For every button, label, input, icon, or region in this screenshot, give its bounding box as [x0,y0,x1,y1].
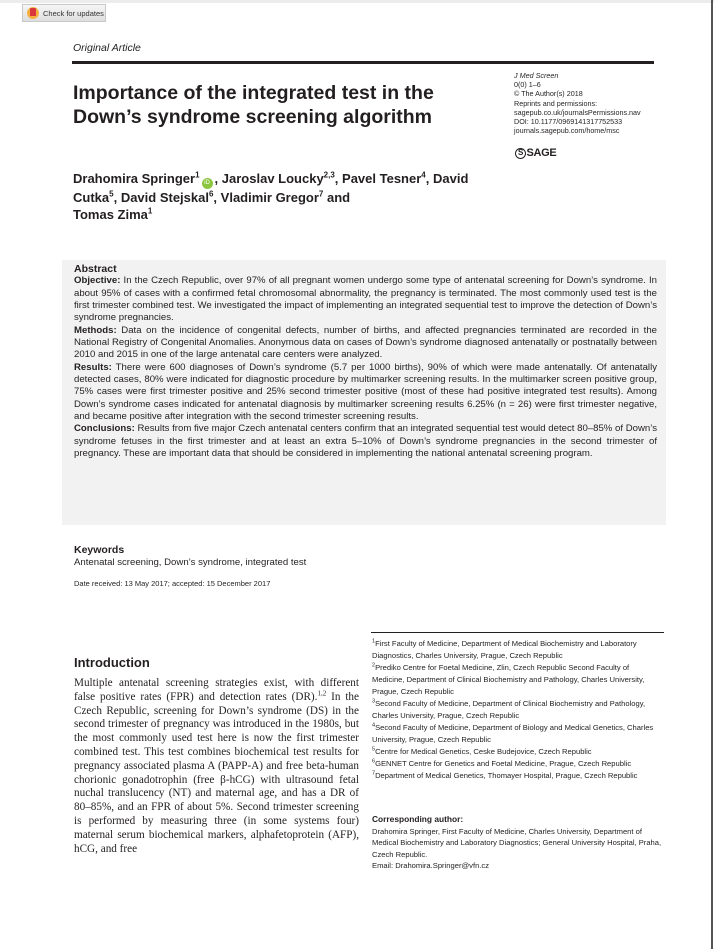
affiliation-number: 2 [372,662,376,669]
author-list: Drahomira Springer$^1$iD , Jaroslav Loucky$^{2,3}$, Pavel Tesner$^4$, David Cutka$^5$, David Stejskal$^6$, Vladimir Gregor$^7$ and Tomas Zima$^1$ [73,170,469,222]
corresponding-author-heading: Corresponding author: [372,814,464,824]
doi-link[interactable]: DOI: 10.1177/0969141317752533 [514,117,623,127]
affiliation-item [372,722,662,746]
copyright: © The Author(s) 2018 [514,89,583,99]
permissions-link[interactable]: sagepub.co.uk/journalsPermissions.nav [514,107,641,117]
corresponding-author-text: Drahomira Springer, First Faculty of Medicine, Charles University, Department of Medical Biochemistry and Laboratory Diagnostics; General University Hospital, Praha, Czech Republic. [372,826,662,859]
affiliation-item [372,662,662,698]
article-title: Importance of the integrated test in the Down’s syndrome screening algorithm [73,82,434,128]
methods-text: Data on the incidence of congenital defects, number of births, and affected pregnancies terminated are recorded in the National Registry of Congenital Anomalies. Anonymous data on cases of Down’s syndrome diagnosed antenatally or postnatally between 2010 and 2015 in one of the large antenatal care centers were analyzed. [74,324,657,361]
intro-text-part: In the Czech Republic, screening for Down’s syndrome (DS) in the second trimester of pregnancy was introduced in the 1980s, but the most commonly used test here is now the first trimester combined test. This test combines biochemical test results for pregnancy associated plasma A (PAPP-A) and free beta-human chorionic gonadotrophin (free β-hCG) with ultrasound fetal nuchal translucency (NT) and maternal age, and has a DR of 80–85%, and an FPR of about 5%. Second trimester screening is performed by measuring three (in some systems four) maternal serum biochemical markers, alphafetoprotein (AFP), hCG, and free [74,690,359,855]
author-affiliation-ref: 2,3 [323,170,335,180]
author-affiliation-ref: 1 [147,206,153,216]
bookmark-icon [27,7,39,19]
author-affiliation-ref: 7 [318,189,324,199]
affiliation-item [372,698,662,722]
affiliation-item [372,758,662,770]
results-text: There were 600 diagnoses of Down’s syndrome (5.7 per 1000 births), 90% of which were made antenatally. Of antenatally detected cases, 80% were indicated for diagnostic procedure by multimarker screening results. In the multimarker screen positive group, 75% cases were first trimester positive and 25% second trimester positive (most of these had positive integrated test results). Among Down’s syndrome cases indicated for antenatal diagnosis by multimarker screening results 6.25% (n = 26) were first trimester negative, and became positive after integration with the second trimester screening results. [74,361,657,423]
check-for-updates-label: Check for updates [43,8,104,18]
affiliation-number: 1 [372,638,376,645]
check-for-updates-button[interactable] [22,4,106,22]
affiliation-number: 7 [372,770,376,777]
journal-link[interactable]: journals.sagepub.com/home/msc [514,126,620,136]
author-name[interactable]: Drahomira Springer [73,171,196,186]
journal-info [514,71,641,135]
abstract-conclusions [74,423,657,460]
affiliation-text: Department of Medical Genetics, Thomayer Hospital, Prague, Czech Republic [375,771,638,780]
sage-s-icon: S [515,148,526,159]
author-name[interactable]: Tomas Zima [73,207,148,222]
journal-name: J Med Screen [514,71,559,80]
author-affiliation-ref: 5 [109,189,114,199]
page-right-edge [711,0,713,949]
author-affiliation-ref: 1 [195,170,200,180]
introduction-text [74,677,359,856]
author-affiliation-ref: 4 [421,170,426,180]
affiliation-text: First Faculty of Medicine, Department of Medical Biochemistry and Laboratory Diagnostics, Charles University, Prague, Czech Republic [372,639,637,660]
submission-dates: Date received: 13 May 2017; accepted: 15 December 2017 [74,579,271,588]
affiliation-number: 5 [372,746,376,753]
affiliations-rule [371,632,664,633]
journal-volume: 0(0) 1–6 [514,80,541,90]
article-type: Original Article [73,42,141,54]
author-name[interactable]: Jaroslav Loucky [221,171,324,186]
header-rule [72,61,654,64]
abstract-results [74,362,657,424]
sage-logo-text: SAGE [526,147,557,159]
affiliation-item [372,770,662,782]
methods-label: Methods: [74,324,117,336]
affiliation-number: 6 [372,758,376,765]
keywords-section [74,544,306,569]
corresponding-author [372,814,662,872]
introduction-heading: Introduction [74,655,150,670]
abstract-heading: Abstract [74,263,117,275]
affiliation-item [372,638,662,662]
objective-label: Objective: [74,275,121,287]
affiliation-number: 3 [372,698,376,705]
authors-conjunction: and [326,190,351,205]
affiliation-text: Second Faculty of Medicine, Department of Clinical Biochemistry and Pathology, Charles University, Prague, Czech Republic [372,699,646,720]
objective-text: In the Czech Republic, over 97% of all pregnant women undergo some type of antenatal screening for Down’s syndrome. In about 95% of cases with a confirmed fetal chromosomal abnormality, the pregnancy is terminated. The most commonly used test is the first trimester combined test. We investigated the impact of implementing an integrated sequential test to improve the detection of Down’s syndrome pregnancies. [74,275,657,324]
author-name[interactable]: David Cutka [73,171,469,205]
author-affiliation-ref: 6 [208,189,214,199]
affiliation-text: Prediko Centre for Foetal Medicine, Zlin, Czech Republic Second Faculty of Medicine, Department of Clinical Biochemistry and Pathology, Charles University, Prague, Czech Republic [372,663,645,696]
author-name[interactable]: Pavel Tesner [342,171,422,186]
page-top-edge [0,0,714,3]
orcid-icon[interactable]: iD [202,178,213,189]
author-name[interactable]: David Stejskal [120,190,209,205]
intro-text-part: Multiple antenatal screening strategies exist, with different false positive rates (FPR) and detection rates (DR). [74,677,359,703]
corresponding-author-email[interactable]: Email: Drahomira.Springer@vfn.cz [372,861,490,870]
abstract [74,263,657,461]
conclusions-text: Results from five major Czech antenatal centers confirm that an integrated sequential test would detect 80–85% of Down’s syndrome fetuses in the first trimester and at least an extra 5–10% of Down’s syndrome pregnancies in the second trimester of pregnancy. These are important data that should be considered in implementing the national antenatal screening program. [74,423,657,460]
sage-logo [515,147,556,159]
abstract-objective [74,275,657,324]
results-label: Results: [74,361,112,373]
affiliation-item [372,746,662,758]
abstract-methods [74,325,657,362]
author-name[interactable]: Vladimir Gregor [220,190,319,205]
keywords-text: Antenatal screening, Down’s syndrome, integrated test [74,556,307,568]
conclusions-label: Conclusions: [74,423,135,435]
affiliation-text: GENNET Centre for Genetics and Foetal Medicine, Prague, Czech Republic [375,759,632,768]
affiliations-list [372,638,662,782]
affiliation-text: Second Faculty of Medicine, Department of Biology and Medical Genetics, Charles University, Prague, Czech Republic [372,723,654,744]
keywords-heading: Keywords [74,544,125,556]
reprints-label: Reprints and permissions: [514,98,598,108]
citation-ref[interactable]: 1,2 [317,689,327,698]
affiliation-number: 4 [372,722,376,729]
affiliation-text: Centre for Medical Genetics, Ceske Budejovice, Czech Republic [375,747,592,756]
